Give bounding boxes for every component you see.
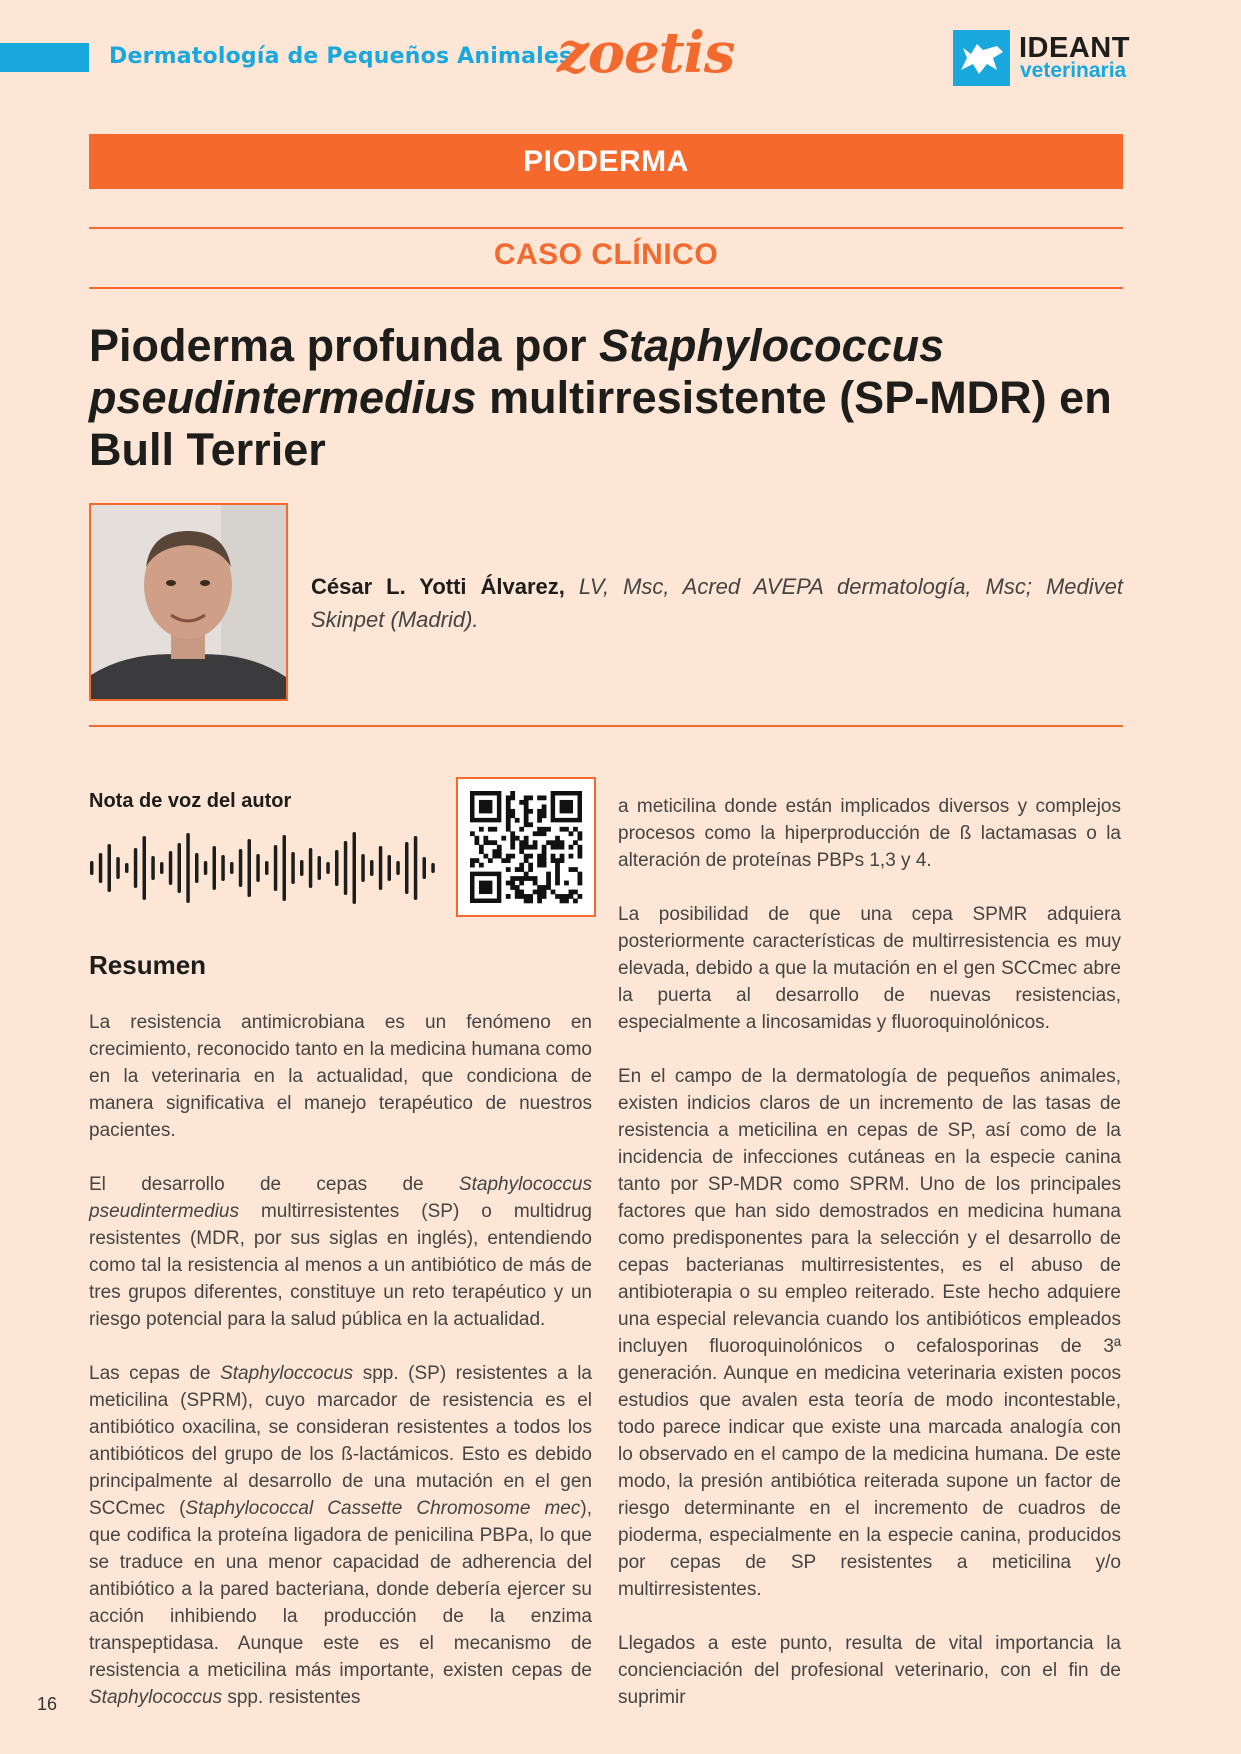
section-name: Dermatología de Pequeños Animales <box>109 44 573 69</box>
paragraph: La resistencia antimicrobiana es un fenómeno en crecimiento, reconocido tanto en la medicina humana como en la veterinaria en la actualidad, que condiciona de manera significativa el manejo terapéutico de nuestros pacientes. <box>89 1012 592 1141</box>
author-credit: César L. Yotti Álvarez, LV, Msc, Acred AVEPA dermatología, Msc; Medivet Skinpet (Madrid). <box>311 574 1123 632</box>
paragraph: En el campo de la dermatología de pequeños animales, existen indicios claros de un incremento de las tasas de resistencia a meticilina en cepas de SP, así como de la incidencia de infecciones cutáneas en la especie canina tanto por SP-MDR como SPRM. Uno de los principales factores que han sido demostrados en medicina humana como predisponentes para la selección y el desarrollo de cepas bacterianas multirresistentes, es el abuso de antibioterapia o su empleo reiterado. Este hecho adquiere una especial relevancia cuando los antibióticos empleados incluyen fluoroquinolónicos o cefalosporinas de 3ª generación. Aunque en medicina veterinaria existen pocos estudios que avalen esta teoría de modo incontestable, todo parece indicar que existe una marcada analogía con lo observado en el campo de la medicina humana. De este modo, la presión antibiótica reiterada supone un factor de riesgo determinante en el incremento de cuadros de pioderma, especialmente en la especie canina, producidos por cepas de SP resistentes a meticilina y/o multirresistentes. <box>618 1066 1121 1600</box>
paragraph: La posibilidad de que una cepa SPMR adquiera posteriormente características de multirresistencia es muy elevada, debido a que la mutación en el gen SCCmec abre la puerta al desarrollo de nuevas resistencias, especialmente a lincosamidas y fluoroquinolónicos. <box>618 904 1121 1033</box>
text-column-right <box>618 793 1121 1738</box>
paragraph: Llegados a este punto, resulta de vital importancia la concienciación del profesional veterinario, con el fin de suprimir <box>618 1633 1121 1708</box>
ideant-name: IDEANT <box>1019 32 1130 64</box>
ideant-dog-logo-icon <box>953 30 1010 86</box>
text-column-left <box>89 1009 592 1738</box>
audio-waveform-icon[interactable] <box>89 830 439 911</box>
qr-code-icon[interactable] <box>456 777 596 917</box>
topic-banner: PIODERMA <box>89 134 1123 189</box>
divider-author <box>89 725 1123 727</box>
paragraph: Las cepas de Staphyloccocus spp. (SP) resistentes a la meticilina (SPRM), cuyo marcador de resistencia es el antibiótico oxacilina, se consideran resistentes a todos los antibióticos del grupo de los ß-lactámicos. Esto es debido principalmente al desarrollo de una mutación en el gen SCCmec (Staphylococcal Cassette Chromosome mec), que codifica la proteína ligadora de penicilina PBPa, lo que se traduce en una menor capacidad de adherencia del antibiótico a la pared bacteriana, donde debería ejercer su acción inhibiendo la producción de la enzima transpeptidasa. Aunque este es el mecanismo de resistencia a meticilina más importante, existen cepas de Staphylococcus spp. resistentes <box>89 1363 592 1708</box>
header-accent-bar <box>0 43 89 72</box>
divider-bottom <box>89 287 1123 289</box>
paragraph: El desarrollo de cepas de Staphylococcus pseudintermedius multirresistentes (SP) o multidrug resistentes (MDR, por sus siglas en inglés), entendiendo como tal la resistencia al menos a un antibiótico de más de tres grupos diferentes, constituye un reto terapéutico y un riesgo potencial para la salud pública en la actualidad. <box>89 1174 592 1330</box>
paragraph: a meticilina donde están implicados diversos y complejos procesos como la hiperproducción de ß lactamasas o la alteración de proteínas PBPs 1,3 y 4. <box>618 796 1121 871</box>
ideant-subtitle: veterinaria <box>1020 59 1127 82</box>
article-title: Pioderma profunda por Staphylococcus pseudintermedius multirresistente (SP-MDR) en Bull Terrier <box>89 320 1112 475</box>
zoetis-logo: zoetis <box>557 20 735 86</box>
case-label: CASO CLÍNICO <box>493 238 719 271</box>
voice-note-label: Nota de voz del autor <box>89 790 292 812</box>
author-photo <box>89 503 288 701</box>
summary-heading: Resumen <box>89 950 207 980</box>
divider-top <box>89 227 1123 229</box>
page-number: 16 <box>37 1694 58 1714</box>
